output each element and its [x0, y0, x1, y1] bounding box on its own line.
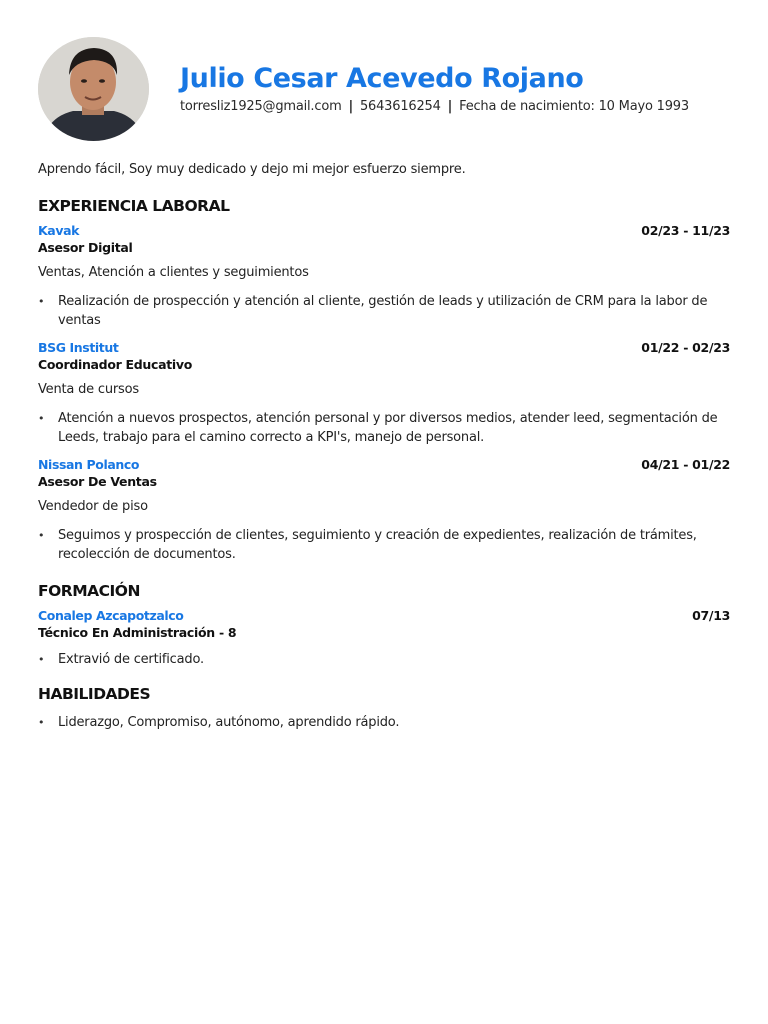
- company-name: Nissan Polanco: [38, 457, 140, 472]
- bullet-list: [38, 650, 730, 669]
- resume-body: [38, 162, 730, 732]
- list-item: • Atención a nuevos prospectos, atención personal y por diversos medios, atender leed, segmentación de Leeds, trabajo para el camino correcto a KPI's, manejo de personal.: [38, 409, 730, 447]
- bullet-list: [38, 409, 730, 447]
- education-entry: [38, 608, 730, 669]
- skills-section-title: HABILIDADES: [38, 685, 151, 703]
- email-text: torresliz1925@gmail.com: [180, 99, 342, 114]
- job-title: Asesor De Ventas: [38, 474, 157, 489]
- job-description: Vendedor de piso: [38, 499, 148, 514]
- degree-title: Técnico En Administración - 8: [38, 625, 237, 640]
- list-item: • Realización de prospección y atención al cliente, gestión de leads y utilización de CRM para la labor de ventas: [38, 292, 730, 330]
- job-title: Asesor Digital: [38, 240, 133, 255]
- phone-text: 5643616254: [359, 99, 441, 114]
- separator: |: [447, 99, 453, 114]
- profile-summary: Aprendo fácil, Soy muy dedicado y dejo mi mejor esfuerzo siempre.: [38, 162, 466, 177]
- list-item: • Liderazgo, Compromiso, autónomo, aprendido rápido.: [38, 713, 730, 732]
- date-range: 02/23 - 11/23: [641, 223, 730, 238]
- job-title: Coordinador Educativo: [38, 357, 193, 372]
- company-name: BSG Institut: [38, 340, 119, 355]
- date-range: 04/21 - 01/22: [641, 457, 730, 472]
- list-item: • Extravió de certificado.: [38, 650, 730, 669]
- education-section-title: FORMACIÓN: [38, 582, 140, 600]
- contact-line: [180, 99, 689, 114]
- bullet-list: [38, 526, 730, 564]
- separator: |: [348, 99, 354, 114]
- bullet-list: [38, 292, 730, 330]
- experience-entry: [38, 457, 730, 564]
- experience-section-title: EXPERIENCIA LABORAL: [38, 197, 230, 215]
- avatar: [38, 37, 149, 141]
- resume-header: [38, 37, 730, 141]
- company-name: Kavak: [38, 223, 80, 238]
- date-range: 07/13: [692, 608, 730, 623]
- experience-entry: [38, 223, 730, 330]
- skills-list: [38, 713, 730, 732]
- list-item: • Seguimos y prospección de clientes, seguimiento y creación de expedientes, realización de trámites, recolección de documentos.: [38, 526, 730, 564]
- birthdate-text: Fecha de nacimiento: 10 Mayo 1993: [459, 99, 689, 114]
- institution-name: Conalep Azcapotzalco: [38, 608, 184, 623]
- date-range: 01/22 - 02/23: [641, 340, 730, 355]
- job-description: Venta de cursos: [38, 382, 139, 397]
- job-description: Ventas, Atención a clientes y seguimientos: [38, 265, 309, 280]
- candidate-name: Julio Cesar Acevedo Rojano: [180, 63, 584, 94]
- experience-entry: [38, 340, 730, 447]
